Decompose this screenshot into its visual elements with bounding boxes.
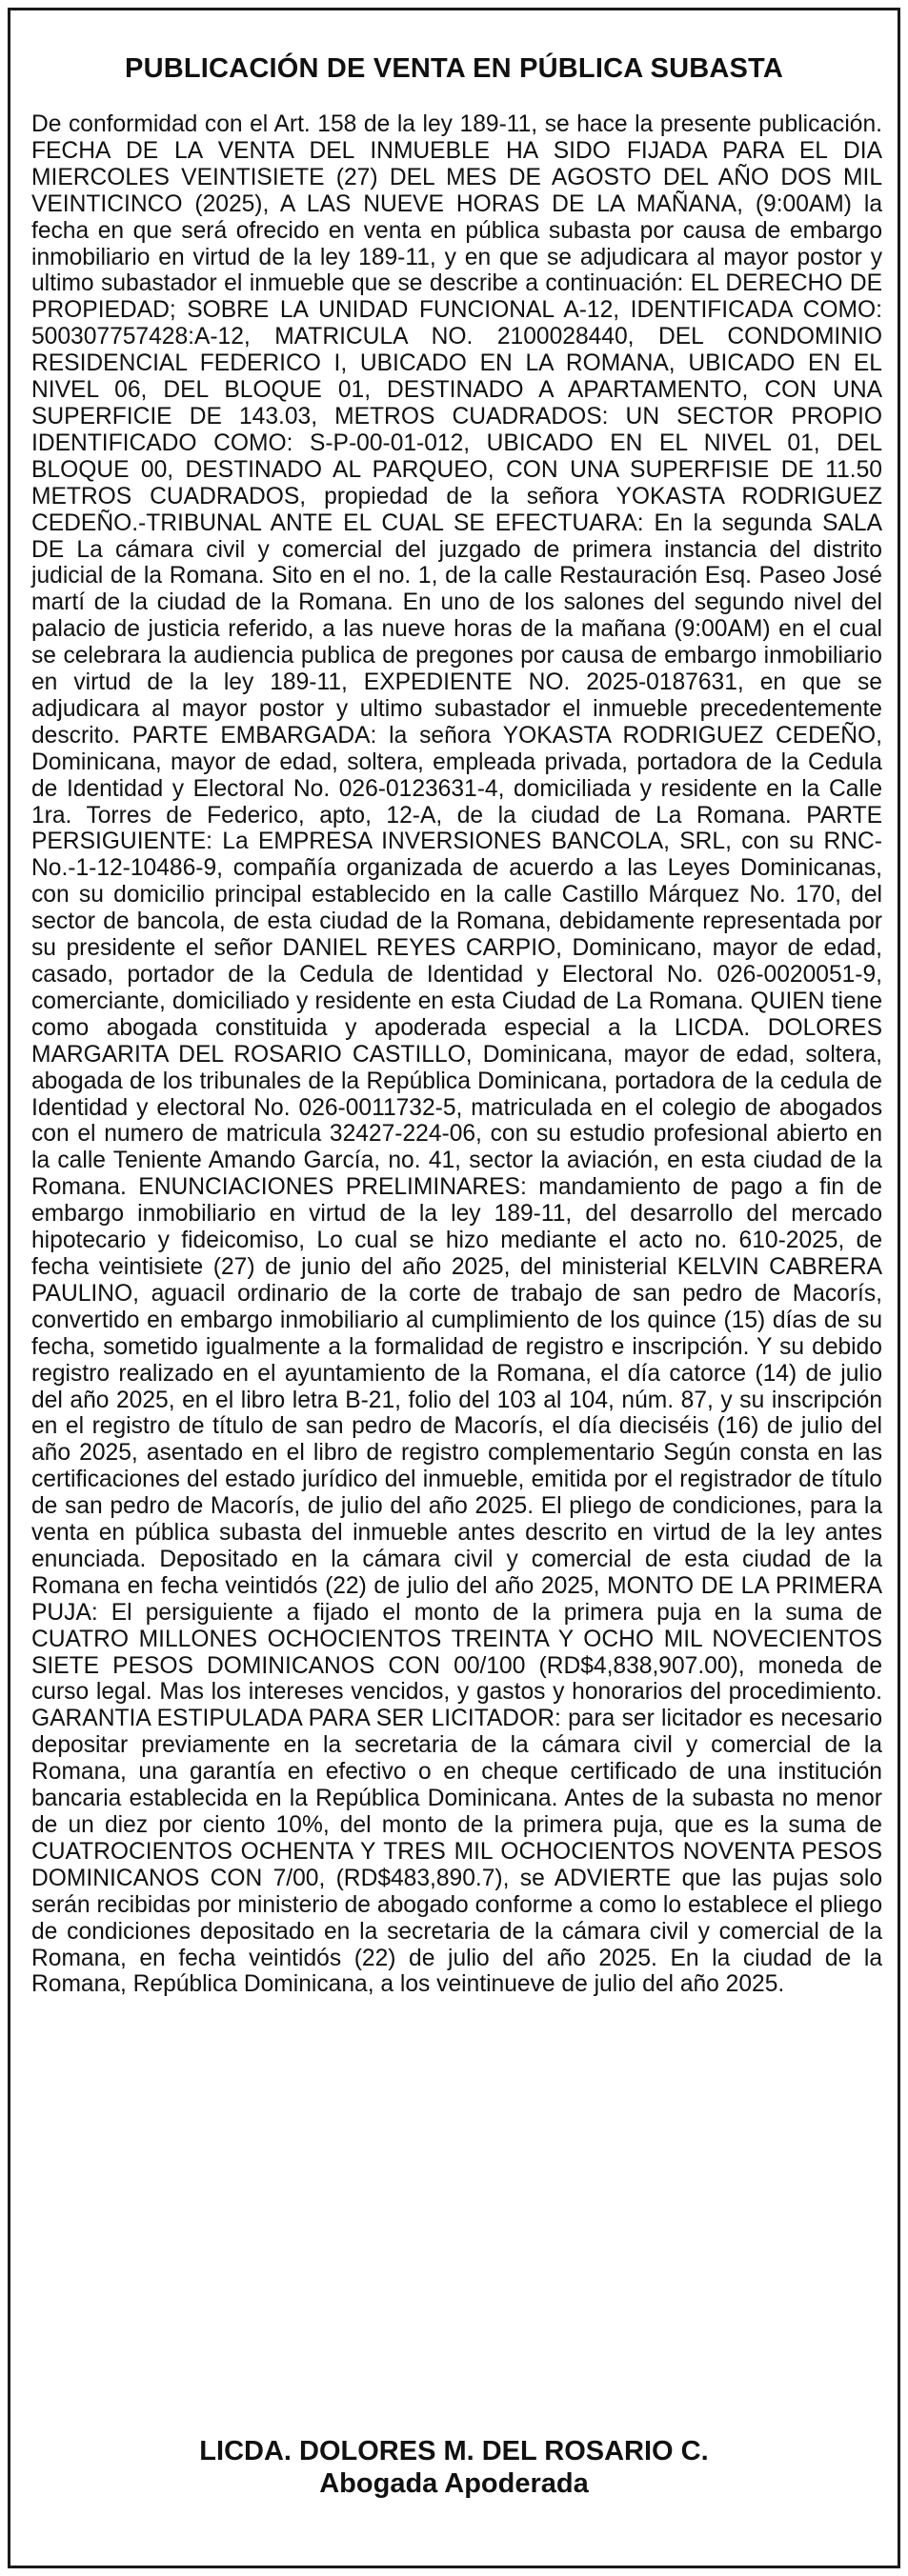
notice-body: De conformidad con el Art. 158 de la ley 189-11, se hace la presente publicación. FECHA DE LA VENTA DEL INMUEBLE HA SIDO FIJADA PARA EL DIA MIERCOLES VEINTISIETE (27) DEL MES DE AGOSTO DEL AÑO DOS MIL VEINTICINCO (2025), A LAS NUEVE HORAS DE LA MAÑANA, (9:00AM) la fecha en que será ofrecido en venta en pública subasta por causa de embargo inmobiliario en virtud de la ley 189-11, y en que se adjudicara al mayor postor y ultimo subastador el inmueble que se describe a continuación: EL DERECHO DE PROPIEDAD; SOBRE LA UNIDAD FUNCIONAL A-12, IDENTIFICADA COMO: 500307757428:A-12, MATRICULA NO. 2100028440, DEL CONDOMINIO RESIDENCIAL FEDERICO I, UBICADO EN LA ROMANA, UBICADO EN EL NIVEL 06, DEL BLOQUE 01, DESTINADO A APARTAMENTO, CON UNA SUPERFICIE DE 143.03, METROS CUADRADOS: UN SECTOR PROPIO IDENTIFICADO COMO: S-P-00-01-012, UBICADO EN EL NIVEL 01, DEL BLOQUE 00, DESTINADO AL PARQUEO, CON UNA SUPERFISIE DE 11.50 METROS CUADRADOS, propiedad de la señora YOKASTA RODRIGUEZ CEDEÑO.-TRIBUNAL ANTE EL CUAL SE EFECTUARA: En la segunda SALA DE La cámara civil y comercial del juzgado de primera instancia del distrito judicial de la Romana. Sito en el no. 1, de la calle Restauración Esq. Paseo José martí de la ciudad de la Romana. En uno de los salones del segundo nivel del palacio de justicia referido, a las nueve horas de la mañana (9:00AM) en el cual se celebrara la audiencia publica de pregones por causa de embargo inmobiliario en virtud de la ley 189-11, EXPEDIENTE NO. 2025-0187631, en que se adjudicara al mayor postor y ultimo subastador el inmueble precedentemente descrito. PARTE EMBARGADA: la señora YOKASTA RODRIGUEZ CEDEÑO, Dominicana, mayor de edad, soltera, empleada privada, portadora de la Cedula de Identidad y Electoral No. 026-0123631-4, domiciliada y residente en la Calle 1ra. Torres de Federico, apto, 12-A, de la ciudad de La Romana. PARTE PERSIGUIENTE: La EMPRESA INVERSIONES BANCOLA, SRL, con su RNC- No.-1-12-10486-9, compañía organizada de acuerdo a las Leyes Dominicanas, con su domicilio principal establecido en la calle Castillo Márquez No. 170, del sector de bancola, de esta ciudad de la Romana, debidamente representada por su presidente el señor DANIEL REYES CARPIO, Dominicano, mayor de edad, casado, portador de la Cedula de Identidad y Electoral No. 026-0020051-9, comerciante, domiciliado y residente en esta Ciudad de La Romana. QUIEN tiene como abogada constituida y apoderada especial a la LICDA. DOLORES MARGARITA DEL ROSARIO CASTILLO, Dominicana, mayor de edad, soltera, abogada de los tribunales de la República Dominicana, portadora de la cedula de Identidad y electoral No. 026-0011732-5, matriculada en el colegio de abogados con el numero de matricula 32427-224-06, con su estudio profesional abierto en la calle Teniente Amando García, no. 41, sector la aviación, en esta ciudad de la Romana. ENUNCIACIONES PRELIMINARES: mandamiento de pago a fin de embargo inmobiliario en virtud de la ley 189-11, del desarrollo del mercado hipotecario y fideicomiso, Lo cual se hizo mediante el acto no. 610-2025, de fecha veintisiete (27) de junio del año 2025, del ministerial KELVIN CABRERA PAULINO, aguacil ordinario de la corte de trabajo de san pedro de Macorís, convertido en embargo inmobiliario al cumplimiento de los quince (15) días de su fecha, sometido igualmente a la formalidad de registro e inscripción. Y su debido registro realizado en el ayuntamiento de la Romana, el día catorce (14) de julio del año 2025, en el libro letra B-21, folio del 103 al 104, núm. 87, y su inscripción en el registro de título de san pedro de Macorís, el día dieciséis (16) de julio del año 2025, asentado en el libro de registro complementario Según consta en las certificaciones del estado jurídico del inmueble, emitida por el registrador de título de san pedro de Macorís, de julio del año 2025. El pliego de condiciones, para la venta en pública subasta del inmueble antes descrito en virtud de la ley antes enunciada. Depositado en la cámara civil y comercial de esta ciudad de la Romana en fecha veintidós (22) de julio del año 2025, MONTO DE LA PRIMERA PUJA: El persiguiente a fijado el monto de la primera puja en la suma de CUATRO MILLONES OCHOCIENTOS TREINTA Y OCHO MIL NOVECIENTOS SIETE PESOS DOMINICANOS CON 00/100 (RD$4,838,907.00), moneda de curso legal. Mas los intereses vencidos, y gastos y honorarios del procedimiento. GARANTIA ESTIPULADA PARA SER LICITADOR: para ser licitador es necesario depositar previamente en la secretaria de la cámara civil y comercial de la Romana, una garantía en efectivo o en cheque certificado de una institución bancaria establecida en la República Dominicana. Antes de la subasta no menor de un diez por ciento 10%, del monto de la primera puja, que es la suma de CUATROCIENTOS OCHENTA Y TRES MIL OCHOCIENTOS NOVENTA PESOS DOMINICANOS CON 7/00, (RD$483,890.7), se ADVIERTE que las pujas solo serán recibidas por ministerio de abogado conforme a como lo establece el pliego de condiciones depositado en la secretaria de la cámara civil y comercial de la Romana, en fecha veintidós (22) de julio del año 2025. En la ciudad de la Romana, República Dominicana, a los veintinueve de julio del año 2025. [31,111,882,1998]
signature-role: Abogada Apoderada [319,2468,589,2499]
signature-block [10,2435,898,2500]
signature-name: LICDA. DOLORES M. DEL ROSARIO C. [199,2436,709,2466]
notice-title: PUBLICACIÓN DE VENTA EN PÚBLICA SUBASTA [125,53,783,84]
legal-notice [8,8,900,2568]
